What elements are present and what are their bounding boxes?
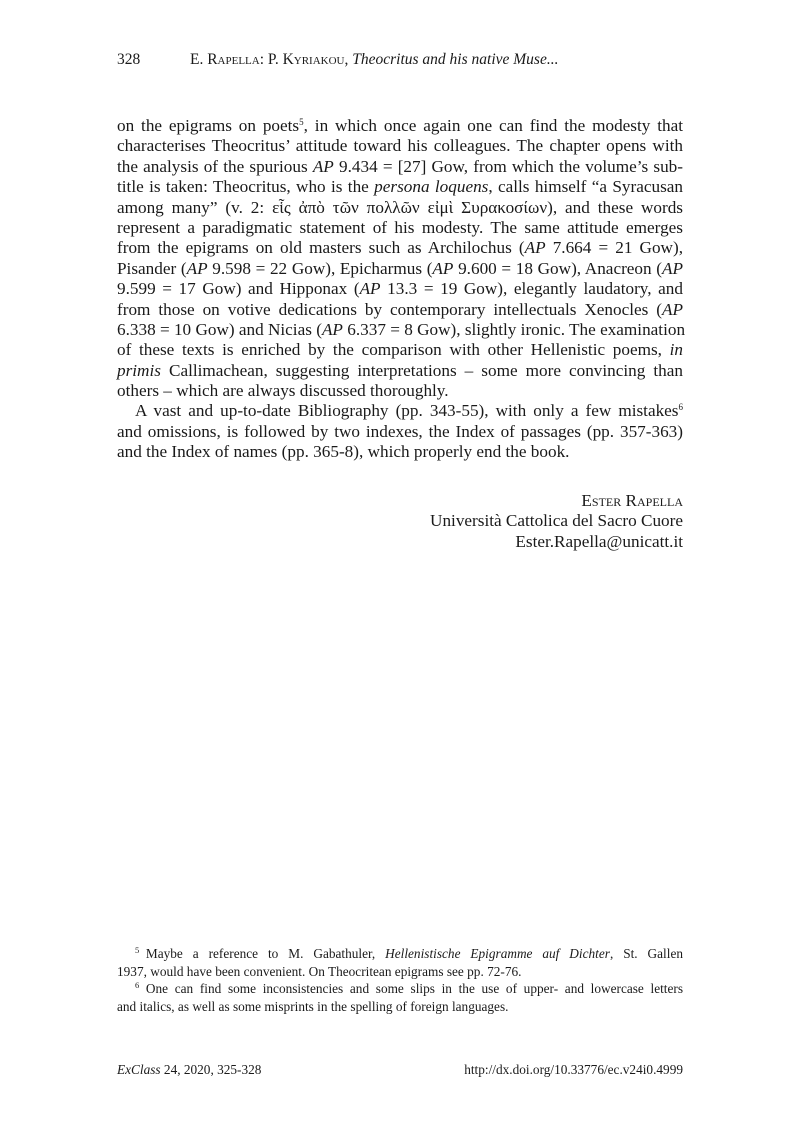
footnote-line [117, 945, 683, 963]
footnote-line [117, 963, 683, 981]
text-span: : P. [259, 51, 283, 68]
footnote [117, 980, 683, 1015]
text-span: title is taken: Theocritus, who is the [117, 177, 375, 197]
text-line [117, 157, 683, 177]
text-span: AP [432, 258, 454, 278]
text-span: AP [662, 299, 683, 319]
text-line [117, 177, 683, 197]
text-span: primis [117, 360, 161, 380]
text-line [117, 198, 683, 218]
text-line [117, 422, 683, 442]
text-span: AP [186, 258, 208, 278]
text-span: and italics, as well as some misprints in the spelling of foreign languages. [117, 998, 509, 1014]
text-span: , [344, 51, 353, 68]
text-span: Rapella [207, 51, 260, 68]
text-span: in [669, 340, 683, 360]
text-line [117, 401, 683, 421]
text-span: the analysis of the spurious [117, 156, 313, 176]
text-span: 6.337 = 8 Gow), slightly ironic. The examination [342, 319, 686, 339]
citation-details: 24, 2020, 325-328 [160, 1062, 262, 1077]
page-number: 328 [117, 51, 141, 68]
text-line [117, 279, 683, 299]
journal-citation [117, 1062, 261, 1078]
text-span: persona loquens [374, 177, 489, 197]
text-span: 9.434 = [27] Gow, from which the volume’s sub- [333, 156, 683, 176]
text-span: characterises Theocritus’ attitude toward his colleagues. The chapter opens with [117, 136, 683, 156]
text-span: from those on votive dedications by contemporary intellectuals Xenocles ( [117, 299, 662, 319]
text-line [117, 319, 686, 340]
text-span: AP [662, 258, 684, 278]
text-span: , St. Gallen [609, 946, 683, 961]
text-line [117, 136, 683, 156]
text-span: Maybe a reference to M. Gabathuler, [145, 946, 386, 961]
text-span: Hellenistische Epigramme auf Dichter [385, 946, 610, 961]
text-line [117, 116, 683, 136]
text-span: , calls himself “a Syracusan [488, 177, 683, 197]
text-span: One can find some inconsistencies and some slips in the use of upper- and lowercase letters [145, 981, 683, 996]
text-line [117, 238, 683, 258]
text-span: Theocritus and his native Muse... [352, 51, 559, 68]
text-span: and omissions, is followed by two indexes, the Index of passages (pp. 357-363) [117, 421, 683, 441]
text-span: 9.598 = 22 Gow), Epicharmus ( [207, 258, 433, 278]
body-text [117, 116, 686, 463]
text-line [117, 442, 683, 462]
text-span: 9.600 = 18 Gow), Anacreon ( [453, 258, 663, 278]
text-span: AP [359, 279, 381, 299]
footnote-number: 5 [135, 945, 140, 955]
text-span: and the Index of names (pp. 365-8), which properly end the book. [117, 442, 570, 462]
text-span: 7.664 = 21 Gow), [545, 238, 683, 258]
signature-block [430, 491, 683, 552]
footnotes [117, 945, 683, 1015]
doi-link[interactable]: http://dx.doi.org/10.33776/ec.v24i0.4999 [464, 1062, 683, 1077]
text-span: represent a paradigmatic statement of his modesty. The same attitude emerges [117, 217, 683, 237]
running-head [190, 51, 558, 69]
footnote-line [117, 998, 683, 1016]
footnote-number: 6 [135, 980, 140, 990]
text-line [117, 300, 683, 320]
text-span: from the epigrams on old masters such as Archilochus ( [117, 238, 525, 258]
text-span: AP [321, 319, 343, 339]
footnote [117, 945, 683, 980]
author-affiliation: Università Cattolica del Sacro Cuore [430, 511, 683, 531]
text-span: on the epigrams on poets [117, 116, 300, 135]
text-span: 6.338 = 10 Gow) and Nicias ( [117, 319, 322, 339]
text-span: Kyriakou [282, 51, 345, 68]
text-line [117, 361, 683, 381]
text-span: 1937, would have been convenient. On Theocritean epigrams see pp. 72-76. [117, 963, 522, 979]
text-span: 13.3 = 19 Gow), elegantly laudatory, and [380, 279, 683, 299]
text-span: 9.599 = 17 Gow) and Hipponax ( [117, 279, 360, 299]
text-line [117, 381, 683, 401]
text-span: Callimachean, suggesting interpretations – some more convincing than [160, 360, 683, 380]
text-span: Pisander ( [117, 258, 187, 278]
text-span: among many” (v. 2: εἷς ἀπὸ τῶν πολλῶν εἰμὶ Συρακοσίων), and these words [117, 197, 683, 217]
text-line [117, 340, 683, 360]
journal-name: ExClass [117, 1062, 161, 1077]
text-span: AP [312, 156, 334, 176]
footnote-ref[interactable]: 6 [678, 402, 683, 413]
text-span: A vast and up-to-date Bibliography (pp. 343-55), with only a few mistakes [135, 401, 679, 421]
author-name: Ester Rapella [581, 491, 683, 510]
text-span: others – which are always discussed thoroughly. [117, 381, 449, 401]
text-span: AP [524, 238, 546, 258]
text-span: , in which once again one can find the modesty that [303, 116, 683, 135]
footnote-line [117, 980, 683, 998]
footnote-ref[interactable]: 5 [299, 117, 304, 127]
author-email[interactable]: Ester.Rapella@unicatt.it [515, 531, 683, 551]
text-span: of these texts is enriched by the comparison with other Hellenistic poems, [117, 340, 670, 360]
text-line [117, 218, 683, 238]
text-line [117, 259, 683, 279]
text-span: E. [190, 51, 208, 68]
